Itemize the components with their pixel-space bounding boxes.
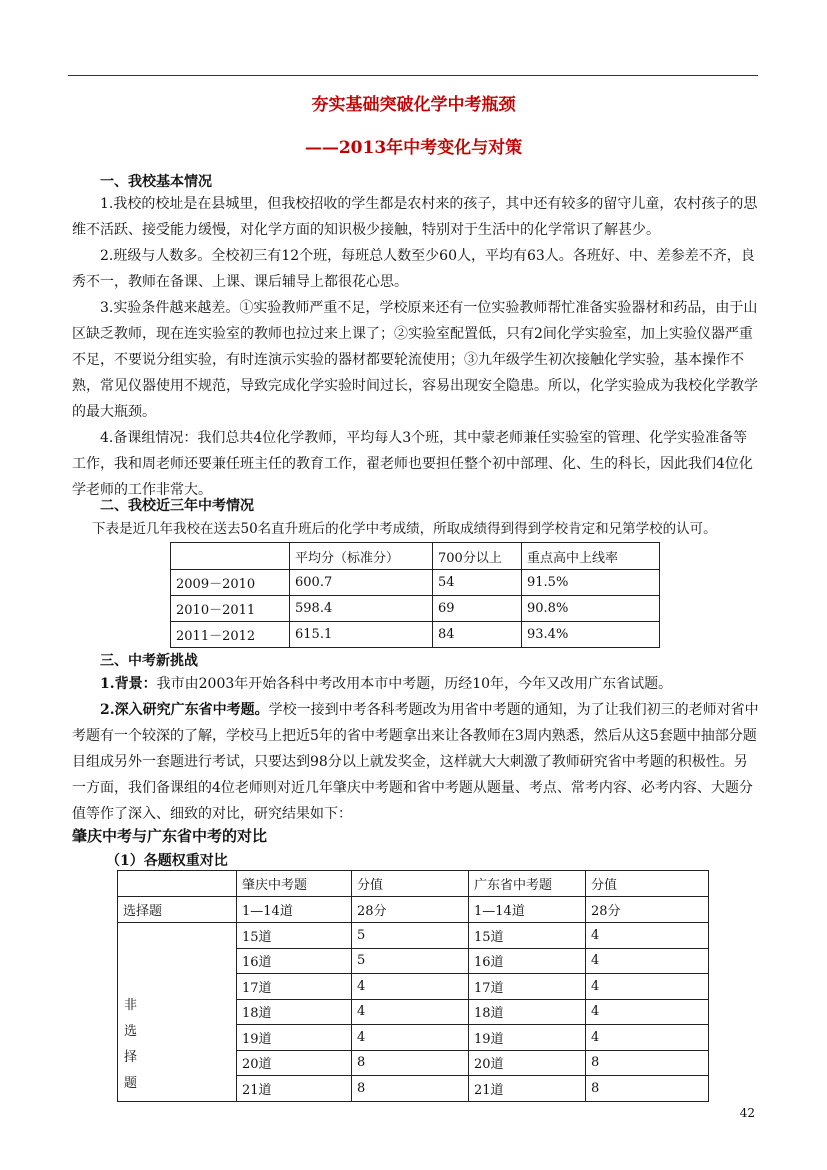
non-choice-label-char: 非 (124, 997, 138, 1013)
non-choice-label-char: 题 (124, 1075, 138, 1091)
table-cell: 4 (586, 948, 709, 974)
section2-intro: 下表是近几年我校在送去50名直升班后的化学中考成绩，所取成绩得到得到学校肯定和兄第学校的认可。 (92, 521, 717, 537)
table-cell: 8 (352, 1076, 469, 1102)
table-cell: 54 (433, 570, 522, 596)
table-cell: 1—14道 (237, 897, 352, 923)
document-title: 夯实基础突破化学中考瓶颈 (311, 95, 516, 115)
weight-table (117, 870, 709, 1102)
table-row (118, 897, 709, 923)
table-cell: 615.1 (290, 622, 433, 648)
table-cell: 15道 (237, 923, 352, 949)
table-cell: 2010－2011 (171, 596, 290, 622)
table-cell: 15道 (469, 923, 586, 949)
table-cell: 91.5% (522, 570, 660, 596)
table-cell: 20道 (469, 1050, 586, 1076)
background-label: 1.背景： (100, 676, 157, 692)
study-paragraph (72, 697, 760, 827)
non-choice-label-char: 择 (124, 1049, 138, 1065)
table-cell: 21道 (237, 1076, 352, 1102)
table-cell: 16道 (237, 948, 352, 974)
background-paragraph (72, 671, 760, 697)
table-cell: 4 (586, 1025, 709, 1051)
score-table (170, 542, 660, 648)
document-subtitle: ——2013年中考变化与对策 (304, 138, 523, 158)
section1-body (72, 191, 760, 503)
table-cell: 4 (352, 974, 469, 1000)
non-choice-label-cell (118, 923, 237, 1102)
top-rule (68, 75, 758, 76)
score-table-header-cell: 平均分（标准分） (290, 543, 433, 570)
section3-body (72, 671, 760, 827)
table-cell: 17道 (237, 974, 352, 1000)
table-cell: 19道 (237, 1025, 352, 1051)
table-cell: 4 (352, 999, 469, 1025)
table-cell: 5 (352, 923, 469, 949)
table-cell: 17道 (469, 974, 586, 1000)
section1-item: 1.我校的校址是在县城里，但我校招收的学生都是农村来的孩子，其中还有较多的留守儿童，农村孩子的思维不活跃、接受能力缓慢，对化学方面的知识极少接触，特别对于生活中的化学常识了解甚少。 (72, 196, 758, 238)
table-cell: 8 (586, 1076, 709, 1102)
table-row (171, 570, 660, 596)
table-cell: 选择题 (118, 897, 237, 923)
weight-table-header-cell (118, 871, 237, 897)
table-cell: 600.7 (290, 570, 433, 596)
table-cell: 28分 (586, 897, 709, 923)
study-text: 学校一接到中考各科考题改为用省中考题的通知，为了让我们初三的老师对省中考题有一个较深的了解，学校马上把近5年的省中考题拿出来让各教师在3周内熟悉，然后从这5套题中抽部分题目组成另外一套题进行考试，只要达到98分以上就发奖金，这样就大大刺激了教师研究省中考题的积极性。另一方面，我们备课组的4位老师则对近几年肇庆中考题和省中考题从题量、考点、常考内容、必考内容、大题分值等作了深入、细致的对比，研究结果如下： (72, 702, 759, 822)
score-table-header-cell: 重点高中上线率 (522, 543, 660, 570)
table-cell: 1—14道 (469, 897, 586, 923)
table-cell: 18道 (237, 999, 352, 1025)
non-choice-label-char: 选 (124, 1023, 138, 1039)
table-cell: 93.4% (522, 622, 660, 648)
weight-table-header-cell: 分值 (586, 871, 709, 897)
table-cell: 2011－2012 (171, 622, 290, 648)
table-cell: 598.4 (290, 596, 433, 622)
table-cell: 4 (586, 974, 709, 1000)
table-cell: 20道 (237, 1050, 352, 1076)
table-cell: 28分 (352, 897, 469, 923)
section1-heading: 一、我校基本情况 (100, 174, 212, 190)
section1-item: 2.班级与人数多。全校初三有12个班，每班总人数至少60人，平均有63人。各班好、中、差参差不齐，良秀不一，教师在备课、上课、课后辅导上都很花心思。 (72, 248, 755, 290)
table-cell: 84 (433, 622, 522, 648)
table-cell: 4 (352, 1025, 469, 1051)
study-label: 2.深入研究广东省中考题。 (100, 702, 269, 718)
table-cell: 5 (352, 948, 469, 974)
table-cell: 2009－2010 (171, 570, 290, 596)
section1-item: 3.实验条件越来越差。①实验教师严重不足，学校原来还有一位实验教师帮忙准备实验器材和药品，由于山区缺乏教师，现在连实验室的教师也拉过来上课了；②实验室配置低，只有2间化学实验室，加上实验仪器严重不足，不要说分组实验，有时连演示实验的器材都要轮流使用；③九年级学生初次接触化学实验，基本操作不熟，常见仪器使用不规范，导致完成化学实验时间过长，容易出现安全隐患。所以，化学实验成为我校化学教学的最大瓶颈。 (72, 300, 758, 420)
weight-table-header-cell: 分值 (352, 871, 469, 897)
table-cell: 18道 (469, 999, 586, 1025)
table-row (118, 923, 709, 949)
background-text: 我市由2003年开始各科中考改用本市中考题，历经10年，今年又改用广东省试题。 (156, 676, 673, 692)
section2-heading: 二、我校近三年中考情况 (100, 498, 254, 514)
score-table-header-cell (171, 543, 290, 570)
table-cell: 4 (586, 999, 709, 1025)
weight-table-header-cell: 广东省中考题 (469, 871, 586, 897)
page-number: 42 (739, 1106, 755, 1120)
section1-item: 4.备课组情况：我们总共4位化学教师，平均每人3个班，其中蒙老师兼任实验室的管理、化学实验准备等工作，我和周老师还要兼任班主任的教育工作，翟老师也要担任整个初中部理、化、生的科长，因此我们4位化学老师的工作非常大。 (72, 430, 753, 498)
table-cell: 8 (586, 1050, 709, 1076)
table-cell: 19道 (469, 1025, 586, 1051)
table-cell: 8 (352, 1050, 469, 1076)
table-cell: 21道 (469, 1076, 586, 1102)
score-table-header-cell: 700分以上 (433, 543, 522, 570)
table-cell: 90.8% (522, 596, 660, 622)
weight-table-header-cell: 肇庆中考题 (237, 871, 352, 897)
table-cell: 4 (586, 923, 709, 949)
table-row (171, 622, 660, 648)
compare-heading: 肇庆中考与广东省中考的对比 (72, 827, 268, 845)
table-cell: 69 (433, 596, 522, 622)
table-row (171, 596, 660, 622)
table-cell: 16道 (469, 948, 586, 974)
weight-compare-heading: （1）各题权重对比 (106, 853, 228, 869)
section3-heading: 三、中考新挑战 (100, 653, 198, 669)
